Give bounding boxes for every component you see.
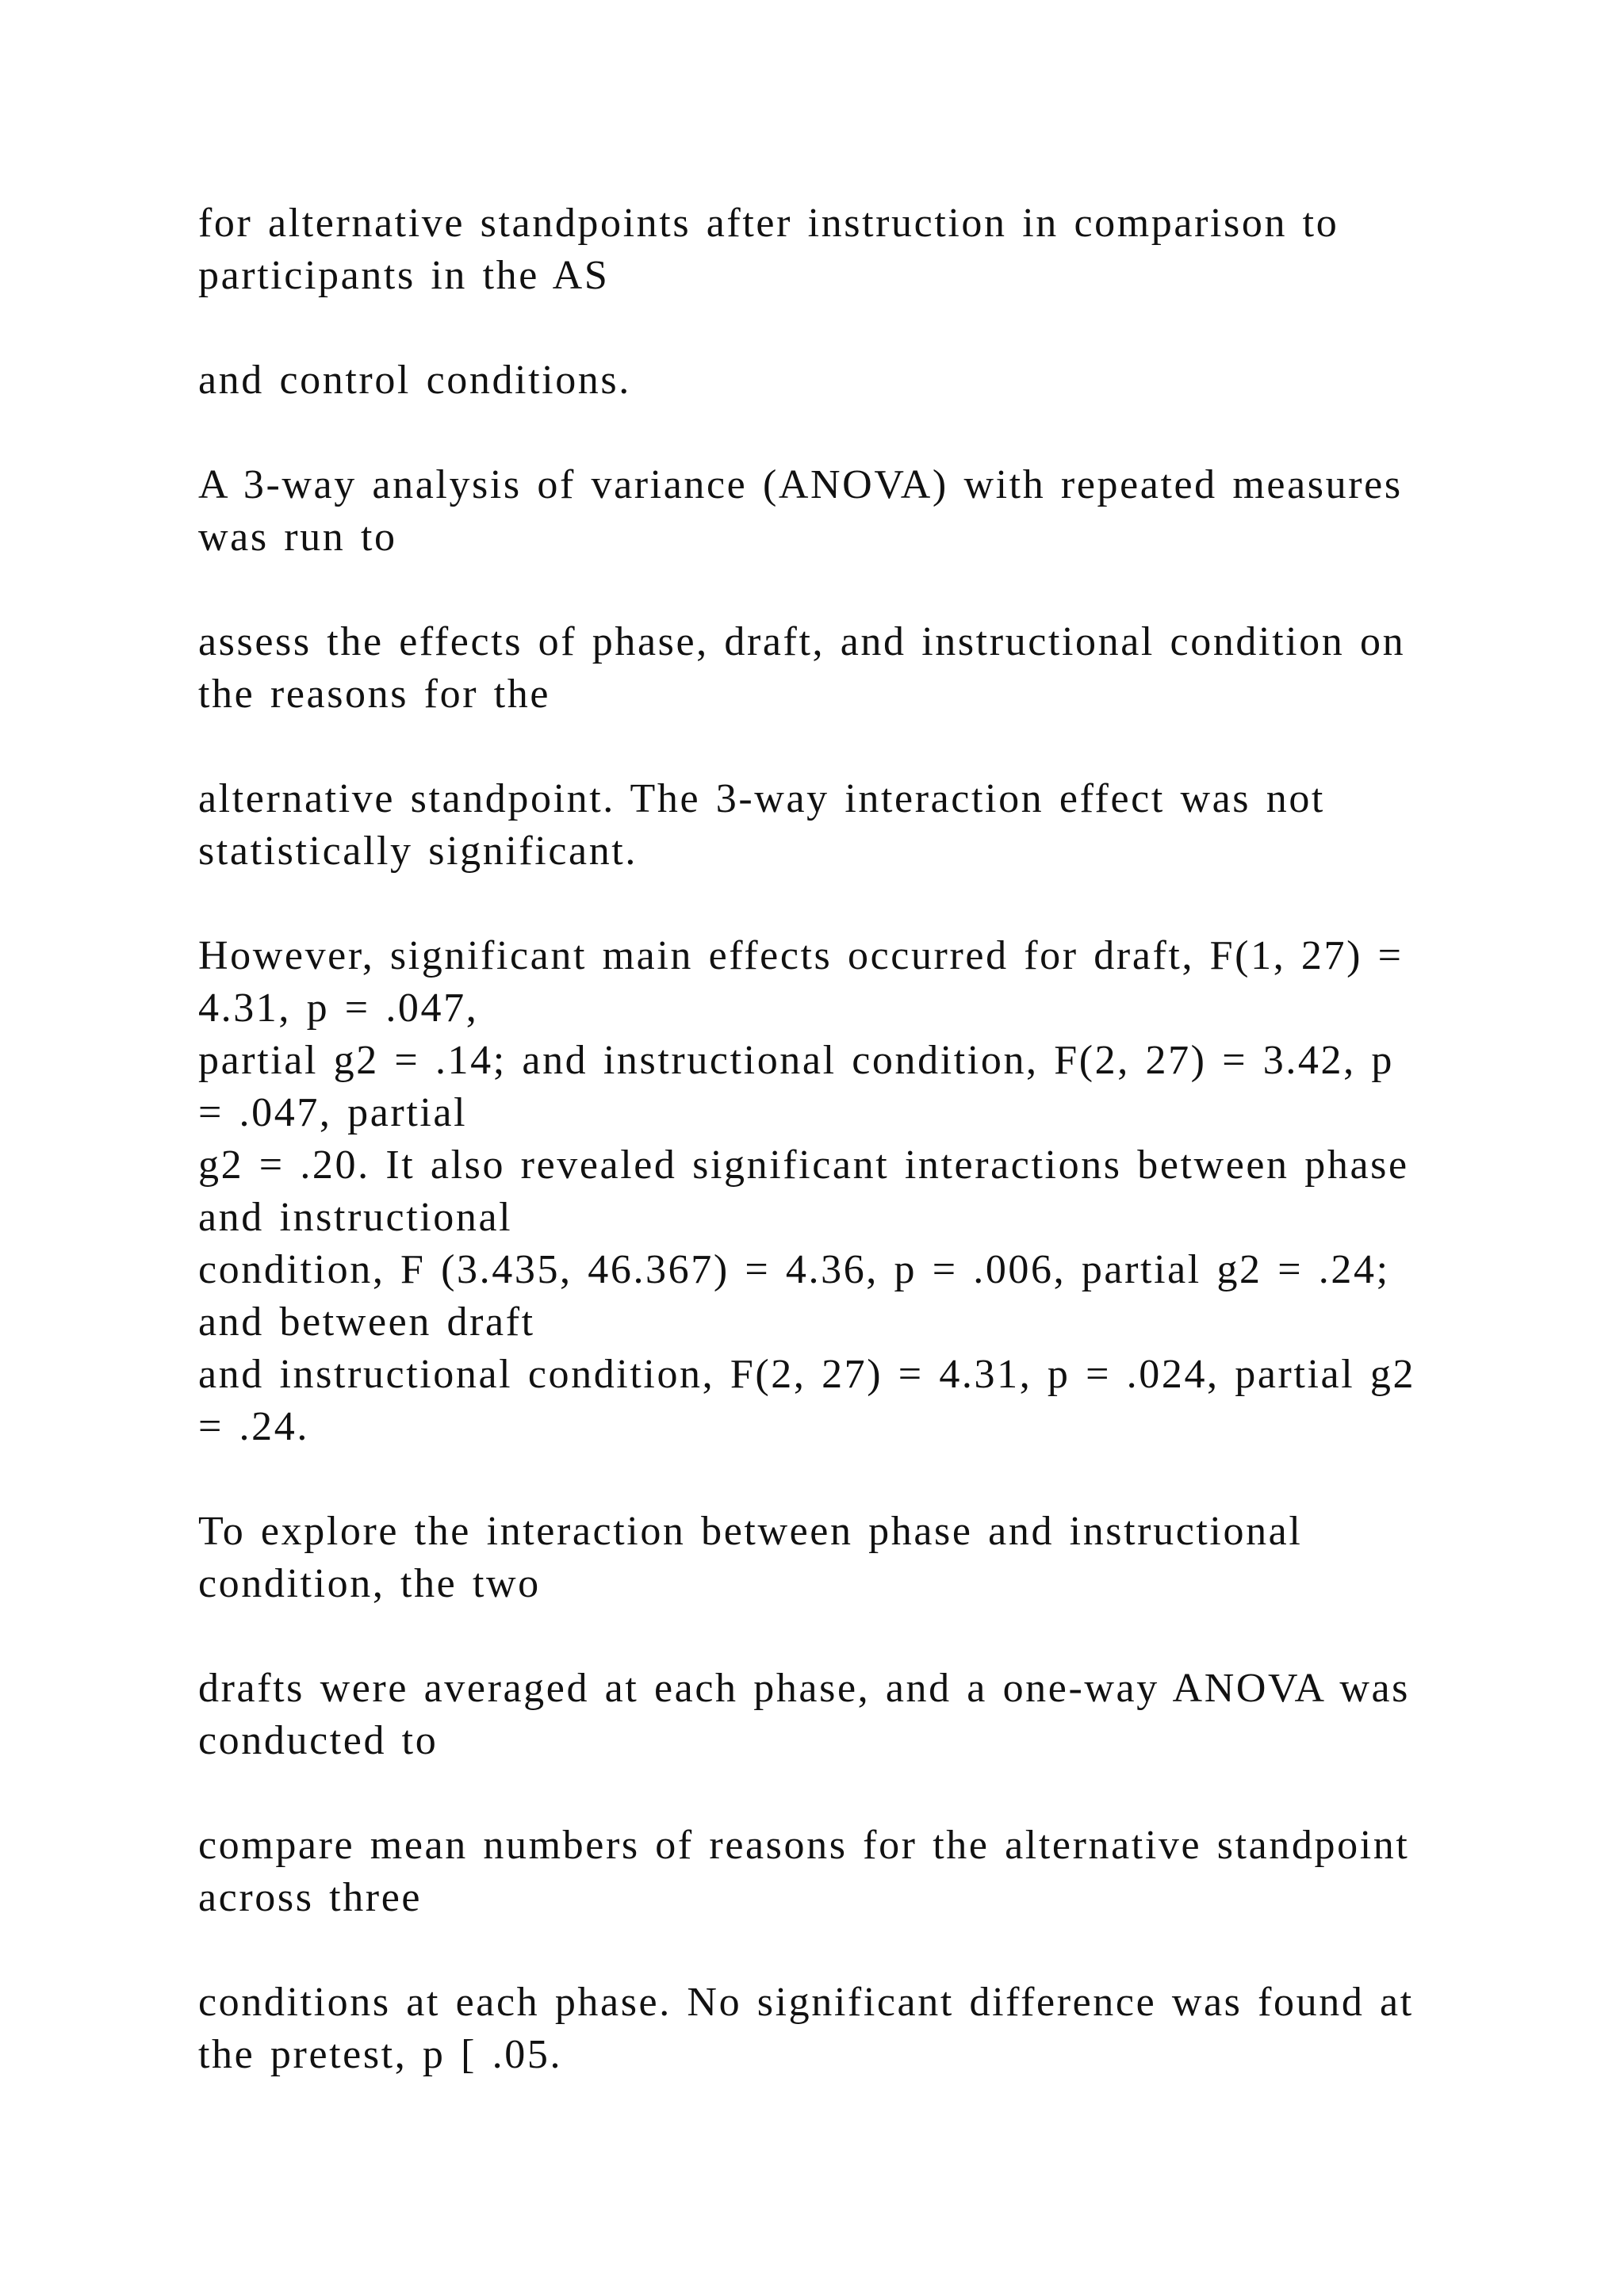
text-line: drafts were averaged at each phase, and a one-way ANOVA was xyxy=(198,1666,1411,1711)
text-line: for alternative standpoints after instruction in comparison to xyxy=(198,201,1339,246)
text-line: condition, the two xyxy=(198,1561,541,1606)
text-line: and control conditions. xyxy=(198,358,631,403)
text-line: statistically significant. xyxy=(198,828,638,874)
paragraph-10 xyxy=(198,1976,1507,2081)
text-line: and instructional condition, F(2, 27) = 4.31, p = .024, partial g2 xyxy=(198,1352,1416,1397)
paragraph-2 xyxy=(198,354,1507,407)
paragraph-8 xyxy=(198,1663,1507,1767)
text-line: the reasons for the xyxy=(198,672,551,717)
paragraph-1 xyxy=(198,197,1507,302)
text-line: and instructional xyxy=(198,1195,513,1240)
text-line: A 3-way analysis of variance (ANOVA) with repeated measures xyxy=(198,462,1403,507)
paragraph-9 xyxy=(198,1820,1507,1924)
text-line: and between draft xyxy=(198,1299,535,1345)
text-line: partial g2 = .14; and instructional condition, F(2, 27) = 3.42, p xyxy=(198,1038,1394,1083)
text-line: g2 = .20. It also revealed significant interactions between phase xyxy=(198,1142,1409,1188)
text-line: However, significant main effects occurred for draft, F(1, 27) = xyxy=(198,933,1404,978)
text-line: = .24. xyxy=(198,1404,309,1449)
text-line: To explore the interaction between phase and instructional xyxy=(198,1509,1303,1554)
paragraph-5 xyxy=(198,773,1507,878)
paragraph-4 xyxy=(198,616,1507,721)
text-line: conducted to xyxy=(198,1718,439,1763)
text-line: 4.31, p = .047, xyxy=(198,985,479,1031)
text-line: conditions at each phase. No significant difference was found at xyxy=(198,1980,1414,2025)
paragraph-7 xyxy=(198,1506,1507,1610)
text-line: the pretest, p [ .05. xyxy=(198,2032,563,2077)
text-line: compare mean numbers of reasons for the alternative standpoint xyxy=(198,1823,1410,1868)
text-line: was run to xyxy=(198,515,397,560)
paragraph-6 xyxy=(198,930,1507,1453)
text-line: assess the effects of phase, draft, and instructional condition on xyxy=(198,619,1406,664)
text-line: = .047, partial xyxy=(198,1090,468,1135)
text-line: participants in the AS xyxy=(198,253,610,298)
paragraph-3 xyxy=(198,459,1507,564)
text-line: condition, F (3.435, 46.367) = 4.36, p = .006, partial g2 = .24; xyxy=(198,1247,1390,1292)
text-line: across three xyxy=(198,1875,423,1920)
text-line: alternative standpoint. The 3-way interaction effect was not xyxy=(198,776,1325,821)
